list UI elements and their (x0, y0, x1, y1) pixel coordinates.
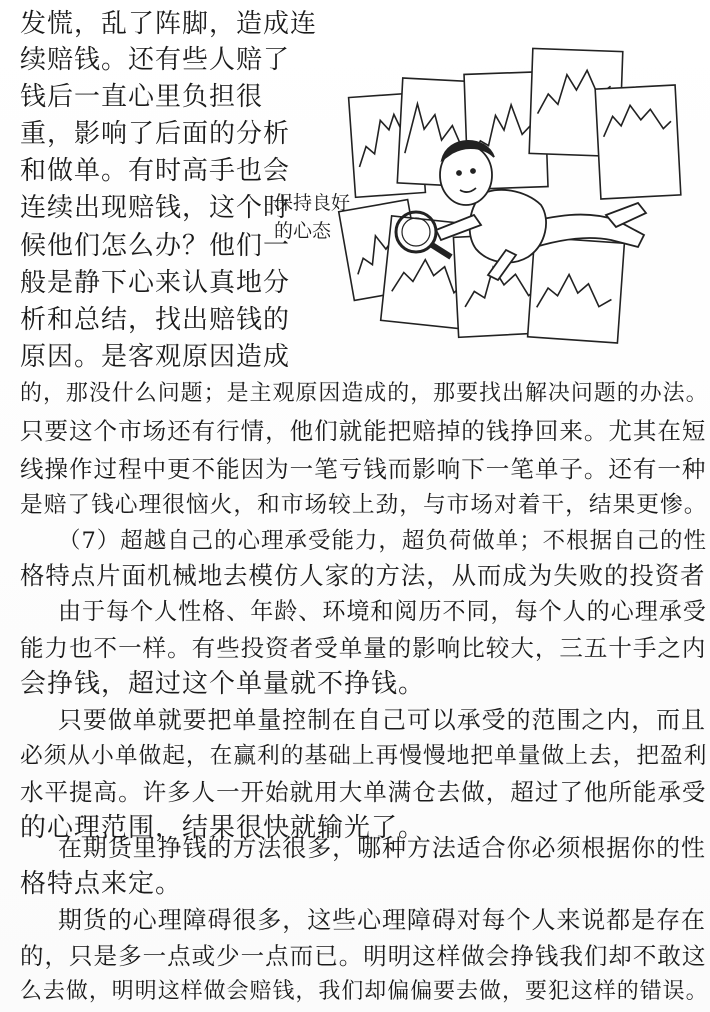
text-line: 水平提高。许多人一开始就用大单满仓去做，超过了他所能承受 (20, 778, 707, 806)
text-line: 重，影响了后面的分析 (20, 119, 291, 149)
text-line: 格特点来定。 (20, 869, 183, 899)
text-line: 析和总结，找出赔钱的 (20, 305, 291, 335)
text-line: 会挣钱，超过这个单量就不挣钱。 (20, 669, 426, 699)
text-line: 候他们怎么办？他们一 (20, 231, 291, 261)
illustration-caption-line-2: 的心态 (274, 220, 332, 242)
text-line: 的心理范围，结果很快就输光了。 (20, 813, 426, 843)
section-heading-7-cont: 格特点片面机械地去模仿人家的方法，从而成为失败的投资者 (20, 561, 706, 590)
text-line: 发慌，乱了阵脚，造成连 (20, 9, 318, 39)
text-line: 只要这个市场还有行情，他们就能把赔掉的钱挣回来。尤其在短 (20, 417, 707, 445)
text-line: 期货的心理障碍很多，这些心理障碍对每个人来说都是存在 (58, 906, 706, 934)
text-line: 的，只是多一点或少一点而已。明明这样做会挣钱我们却不敢这 (20, 942, 707, 970)
text-line: 钱后一直心里负担很 (20, 82, 264, 112)
text-line: 只要做单就要把单量控制在自己可以承受的范围之内，而且 (58, 706, 706, 734)
text-line: 是赔了钱心理很恼火，和市场较上劲，与市场对着干，结果更惨。 (20, 492, 708, 518)
text-line: 线操作过程中更不能因为一笔亏钱而影响下一笔单子。还有一种 (20, 455, 707, 483)
section-heading-7: （7）超越自己的心理承受能力，超负荷做单；不根据自己的性 (58, 528, 707, 554)
illustration-caption-line-1: 保持良好 (274, 192, 351, 214)
text-line: 由于每个人性格、年龄、环境和阅历不同，每个人的心理承受 (58, 599, 707, 625)
text-line: 续赔钱。还有些人赔了 (20, 45, 291, 75)
text-line: 么去做，明明这样做会赔钱，我们却偏偏要去做，要犯这样的错误。 (20, 979, 709, 1004)
text-line: 在期货里挣钱的方法很多，哪种方法适合你必须根据你的性 (58, 834, 706, 862)
chart-sheet-5 (595, 85, 681, 199)
text-line: 必须从小单做起，在赢利的基础上再慢慢地把单量做上去，把盈利 (20, 743, 708, 769)
text-line: 连续出现赔钱，这个时 (20, 193, 291, 223)
text-line: 的，那没什么问题；是主观原因造成的，那要找出解决问题的办法。 (20, 381, 709, 406)
text-line: 般是静下心来认真地分 (20, 268, 291, 298)
text-line: 原因。是客观原因造成 (20, 342, 291, 372)
text-line: 能力也不一样。有些投资者受单量的影响比较大，三五十手之内 (20, 634, 707, 662)
text-line: 和做单。有时高手也会 (20, 156, 291, 186)
